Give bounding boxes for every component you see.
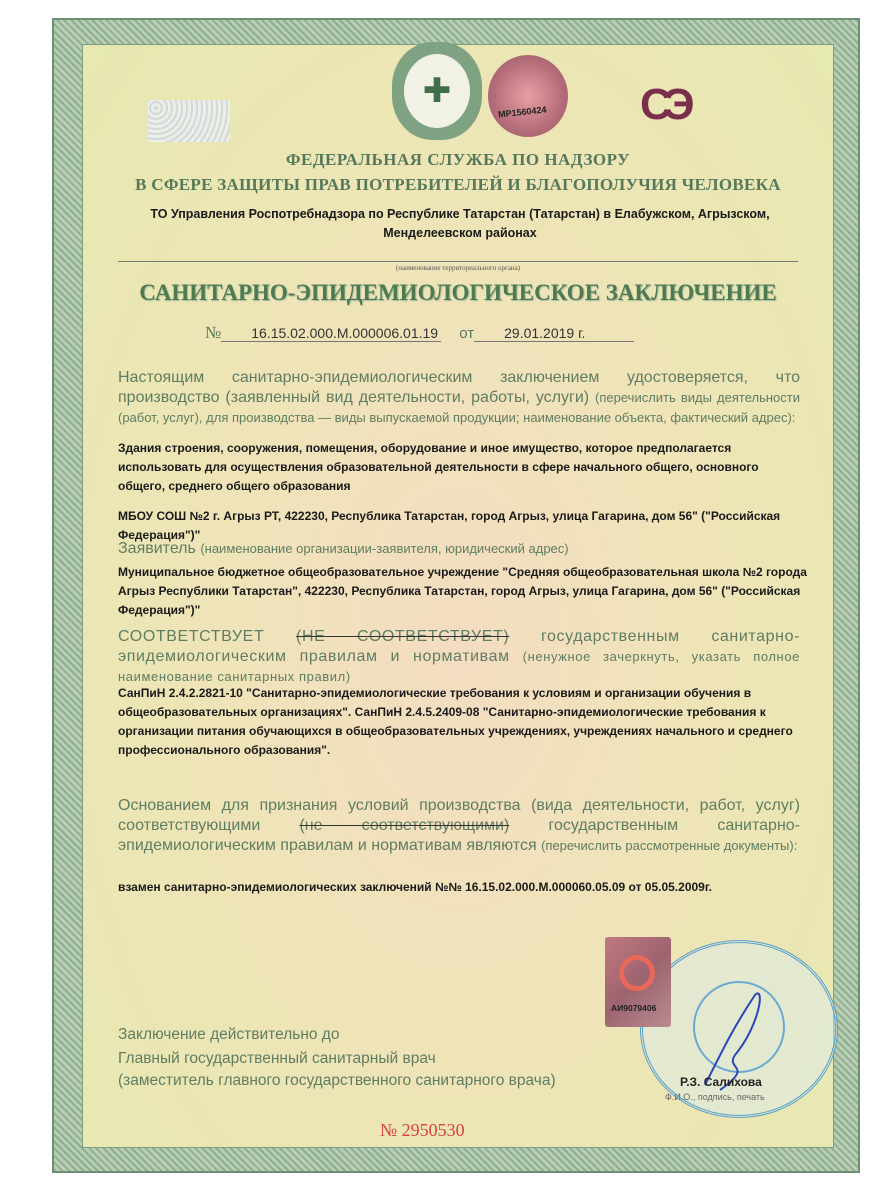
document-date: 29.01.2019 г. [474,325,634,342]
intro-hint: (перечислить виды деятельности (работ, услуг), для производства — виды выпускаемой продукции; наименование объекта, фактический адрес): [118,390,800,425]
compliance-status: СООТВЕТСТВУЕТ [118,628,265,645]
number-row [205,323,634,343]
object-value: МБОУ СОШ №2 г. Агрыз РТ, 422230, Республика Татарстан, город Агрыз, улица Гагарина, дом 56" ("Российская Федерация")" [118,509,781,542]
basis-row [118,796,800,856]
basis-text-2: государственным санитарно-эпидемиологическим правилам и нормативам являются [118,817,800,854]
basis-value: взамен санитарно-эпидемиологических заключений №№ 16.15.02.000.М.000060.05.09 от 05.05.2009г. [118,880,712,894]
official-title-deputy: (заместитель главного государственного санитарного врача) [118,1072,556,1089]
territorial-body: ТО Управления Роспотребнадзора по Республике Татарстан (Татарстан) в Елабужском, Агрызском, Менделеевском районах [150,207,770,240]
compliance-struck: (НЕ СООТВЕТСТВУЕТ) [296,628,510,645]
section-intro [118,368,800,428]
basis-hint: (перечислить рассмотренные документы): [541,838,798,853]
activity-value: Здания строения, сооружения, помещения, оборудование и иное имущество, которое предполагается использовать для осуществления образовательной деятельности в сфере начального общего, основного общего, среднего общего образования [118,441,759,493]
basis-struck: (не соответствующими) [299,817,510,834]
valid-until: Заключение действительно до [118,1026,340,1043]
compliance-text: государственным санитарно-эпидемиологическим правилам и нормативам [118,628,801,665]
applicant-hint: (наименование организации-заявителя, юридический адрес) [200,541,569,556]
agency-line-2: В СФЕРЕ ЗАЩИТЫ ПРАВ ПОТРЕБИТЕЛЕЙ И БЛАГОПОЛУЧИЯ ЧЕЛОВЕКА [135,175,781,194]
hologram-sticker-bottom [605,937,671,1027]
hologram-sticker-top [488,55,568,137]
applicant-value: Муниципальное бюджетное общеобразовательное учреждение "Средняя общеобразовательная школа №2 города Агрыз Республики Татарстан", 422230, Республика Татарстан, город Агрыз, улица Гагарина, дом 56" ("Российская Федерация")" [118,565,807,617]
security-pattern [148,100,230,142]
applicant-label: Заявитель [118,540,196,557]
form-serial-number: № 2950530 [380,1120,465,1140]
signer-name: Р.З. Салихова [680,1075,762,1089]
official-title: Главный государственный санитарный врач [118,1050,436,1067]
intro-text: Настоящим санитарно-эпидемиологическим заключением удостоверяется, что производство (заявленный вид деятельности, работы, услуги) [118,369,800,406]
hologram-code: МР1560424 [497,104,547,120]
divider [118,261,798,262]
compliance-row [118,627,800,687]
signer-caption: Ф.И.О., подпись, печать [665,1092,765,1102]
basis-text-1: Основанием для признания условий производства (вида деятельности, работ, услуг) соответствующими [118,797,800,834]
date-label: от [459,325,475,342]
document-title: САНИТАРНО-ЭПИДЕМИОЛОГИЧЕСКОЕ ЗАКЛЮЧЕНИЕ [139,280,777,305]
number-label: № [205,323,222,342]
applicant-label-row [118,539,800,559]
agency-line-1: ФЕДЕРАЛЬНАЯ СЛУЖБА ПО НАДЗОРУ [285,150,631,169]
compliance-hint: (ненужное зачеркнуть, указать полное наименование санитарных правил) [118,649,800,684]
document-number: 16.15.02.000.М.000006.01.19 [221,325,441,342]
hologram-code: АИ9079406 [611,1003,657,1013]
se-logo: СЭ [640,80,687,129]
emblem-icon: ✚ [392,42,482,140]
territorial-caption: (наименование территориального органа) [395,264,521,272]
sanitary-rules: СанПиН 2.4.2.2821-10 "Санитарно-эпидемиологические требования к условиям и организации обучения в общеобразовательных организациях". СанПиН 2.4.5.2409-08 "Санитарно-эпидемиологические требования к организации питания обучающихся в общеобразовательных учреждениях, учреждениях начального и среднего профессионального образования". [118,686,793,757]
